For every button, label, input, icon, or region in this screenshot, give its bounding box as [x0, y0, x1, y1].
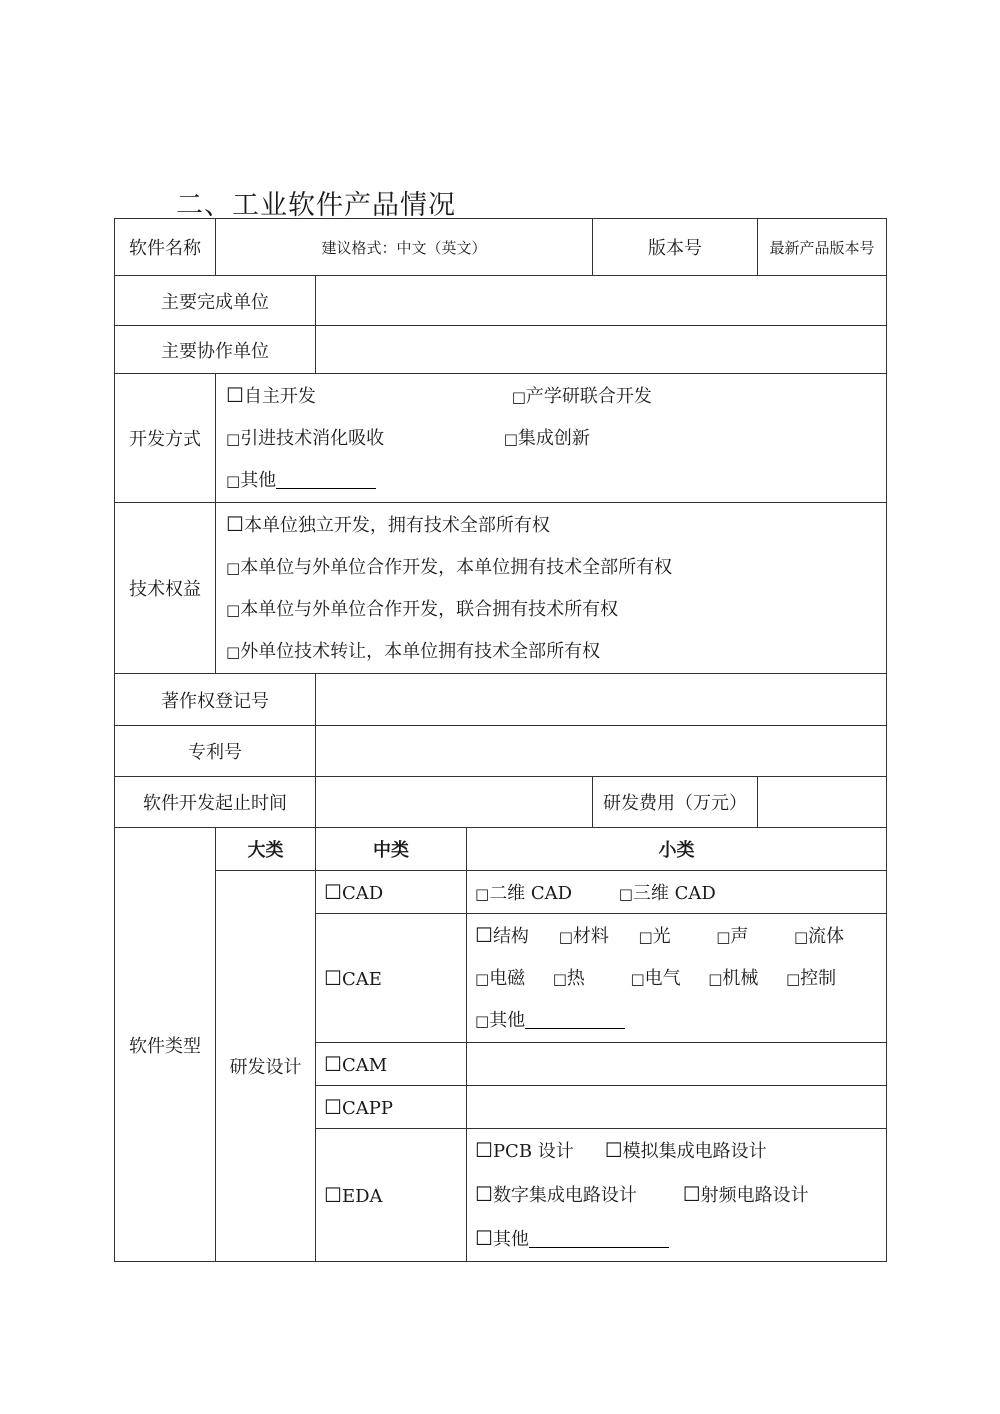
eda-option-analog[interactable]: ☐模拟集成电路设计 — [604, 1138, 767, 1162]
row-copyright — [115, 674, 887, 726]
version-field[interactable]: 最新产品版本号 — [758, 219, 887, 276]
section-heading: 二、工业软件产品情况 — [176, 190, 456, 221]
cad-option-2d[interactable]: □二维 CAD — [475, 883, 573, 904]
tech-rights-option-1[interactable]: ☐本单位独立开发，拥有技术全部所有权 — [226, 512, 550, 536]
cae-option-other[interactable]: □其他 — [475, 1000, 625, 1042]
dev-cost-label: 研发费用（万元） — [593, 777, 758, 828]
header-middle: 中类 — [316, 828, 467, 871]
row-cad — [115, 871, 887, 914]
dev-mode-option-self[interactable]: ☐自主开发 — [226, 383, 316, 407]
middle-cae[interactable]: ☐CAE — [316, 914, 467, 1043]
software-name-field[interactable]: 建议格式：中文（英文） — [216, 219, 593, 276]
eda-option-rf[interactable]: ☐射频电路设计 — [682, 1182, 809, 1206]
cae-options — [467, 914, 887, 1043]
patent-field[interactable] — [316, 726, 887, 777]
capp-options[interactable] — [467, 1086, 887, 1129]
header-major: 大类 — [216, 828, 316, 871]
row-patent — [115, 726, 887, 777]
cae-other-blank[interactable] — [525, 1008, 625, 1029]
row-main-unit — [115, 276, 887, 326]
cam-options[interactable] — [467, 1043, 887, 1086]
dev-period-field[interactable] — [316, 777, 593, 828]
middle-cam[interactable]: ☐CAM — [316, 1043, 467, 1086]
cad-option-3d[interactable]: □三维 CAD — [618, 883, 716, 904]
eda-option-other[interactable]: ☐其他 — [475, 1217, 669, 1261]
middle-capp[interactable]: ☐CAPP — [316, 1086, 467, 1129]
eda-option-digital[interactable]: ☐数字集成电路设计 — [475, 1182, 637, 1206]
eda-other-blank[interactable] — [529, 1227, 669, 1248]
copyright-label: 著作权登记号 — [115, 674, 316, 726]
dev-mode-options — [216, 374, 887, 503]
software-name-label: 软件名称 — [115, 219, 216, 276]
cae-option-sound[interactable]: □声 — [716, 926, 749, 947]
row-tech-rights — [115, 503, 887, 674]
cae-option-material[interactable]: □材料 — [558, 926, 609, 947]
tech-rights-options — [216, 503, 887, 674]
cae-option-electric[interactable]: □电气 — [630, 968, 681, 989]
patent-label: 专利号 — [115, 726, 316, 777]
dev-mode-other-blank[interactable] — [276, 468, 376, 489]
eda-option-pcb[interactable]: ☐PCB 设计 — [475, 1138, 574, 1162]
row-coop-unit — [115, 326, 887, 374]
version-label: 版本号 — [593, 219, 758, 276]
row-software-name — [115, 219, 887, 276]
major-rd-design: 研发设计 — [216, 871, 316, 1262]
dev-mode-option-import[interactable]: □引进技术消化吸收 — [226, 428, 385, 449]
dev-period-label: 软件开发起止时间 — [115, 777, 316, 828]
main-unit-field[interactable] — [316, 276, 887, 326]
row-dev-period — [115, 777, 887, 828]
cae-option-em[interactable]: □电磁 — [475, 968, 526, 989]
dev-mode-option-joint[interactable]: □产学研联合开发 — [511, 386, 652, 407]
software-type-label: 软件类型 — [115, 828, 216, 1262]
cae-option-heat[interactable]: □热 — [552, 968, 585, 989]
eda-options — [467, 1129, 887, 1262]
cae-option-fluid[interactable]: □流体 — [793, 926, 845, 947]
dev-mode-label: 开发方式 — [115, 374, 216, 503]
cae-option-light[interactable]: □光 — [638, 926, 671, 947]
row-dev-mode — [115, 374, 887, 503]
middle-eda[interactable]: ☐EDA — [316, 1129, 467, 1262]
copyright-field[interactable] — [316, 674, 887, 726]
dev-cost-field[interactable] — [758, 777, 887, 828]
tech-rights-option-3[interactable]: □本单位与外单位合作开发，联合拥有技术所有权 — [226, 599, 619, 620]
header-minor: 小类 — [467, 828, 887, 871]
cae-option-mechanical[interactable]: □机械 — [708, 968, 759, 989]
cae-option-structure[interactable]: ☐结构 — [475, 923, 529, 947]
cae-option-control[interactable]: □控制 — [785, 968, 837, 989]
tech-rights-option-2[interactable]: □本单位与外单位合作开发，本单位拥有技术全部所有权 — [226, 557, 673, 578]
row-type-header — [115, 828, 887, 871]
middle-cad[interactable]: ☐CAD — [316, 871, 467, 914]
tech-rights-label: 技术权益 — [115, 503, 216, 674]
main-unit-label: 主要完成单位 — [115, 276, 316, 326]
dev-mode-option-integrated[interactable]: □集成创新 — [503, 428, 590, 449]
tech-rights-option-4[interactable]: □外单位技术转让，本单位拥有技术全部所有权 — [226, 641, 601, 662]
software-info-table — [114, 218, 887, 1262]
coop-unit-label: 主要协作单位 — [115, 326, 316, 374]
dev-mode-option-other[interactable]: □其他 — [226, 460, 376, 502]
coop-unit-field[interactable] — [316, 326, 887, 374]
cad-options — [467, 871, 887, 914]
